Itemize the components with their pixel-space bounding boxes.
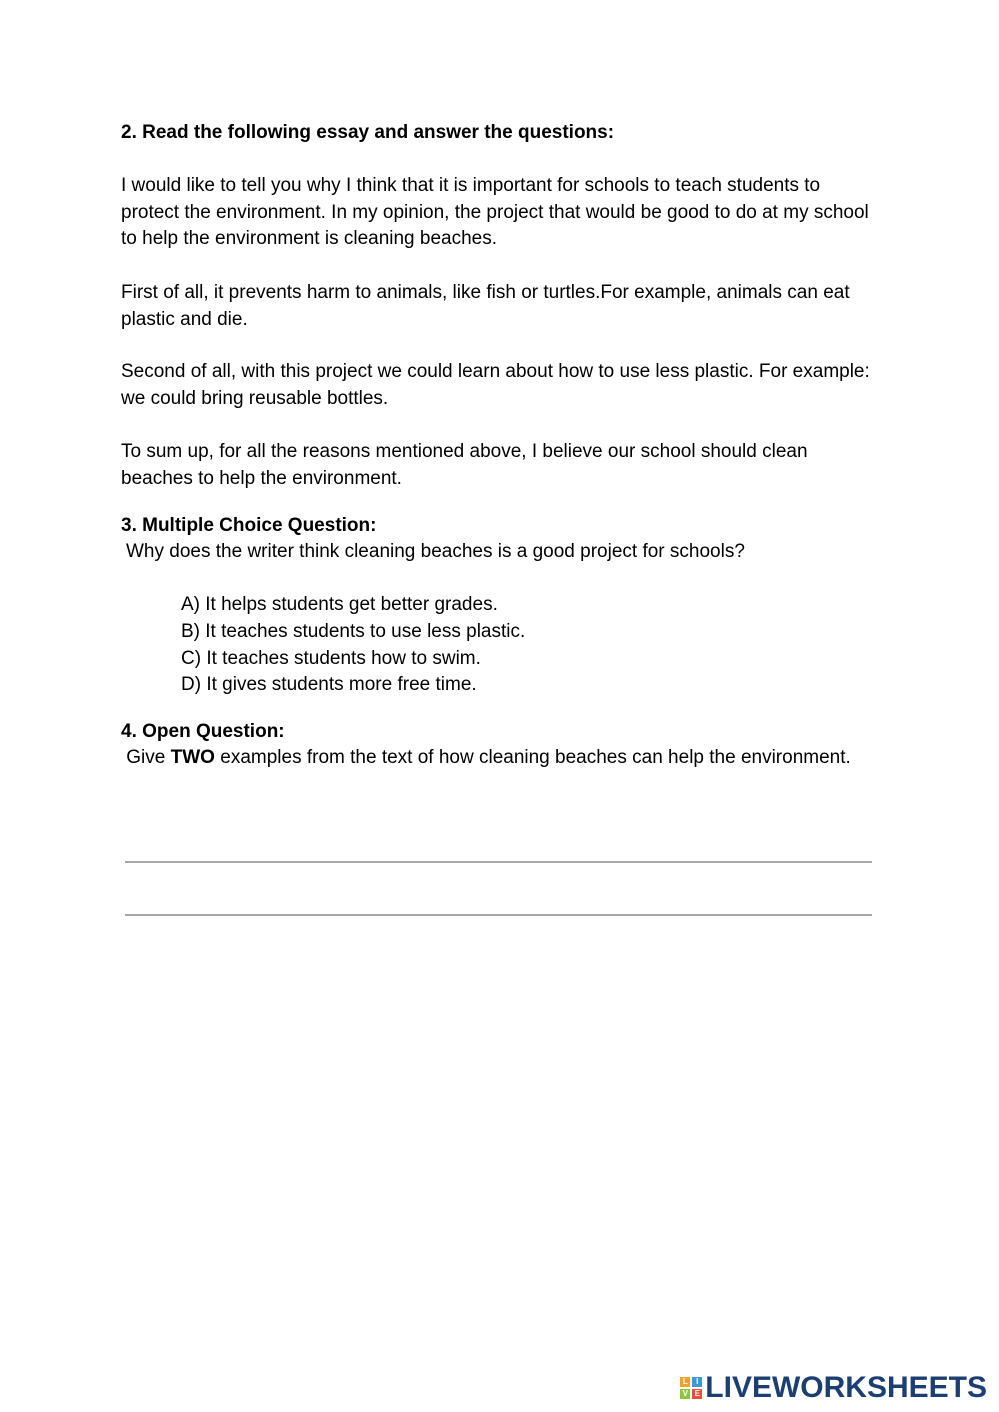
question-4-prompt <box>121 745 881 772</box>
answer-line-2[interactable] <box>125 914 872 916</box>
question-3-prompt: Why does the writer think cleaning beaches is a good project for schools? <box>126 541 745 562</box>
essay-paragraph-3: Second of all, with this project we could learn about how to use less plastic. For example: we could bring reusable bottles. <box>121 361 870 409</box>
answer-option-a[interactable]: A) It helps students get better grades. <box>181 594 498 615</box>
essay-paragraph-2: First of all, it prevents harm to animals, like fish or turtles.For example, animals can eat plastic and die. <box>121 282 850 330</box>
prompt-emphasis: TWO <box>170 747 215 768</box>
question-4-heading: 4. Open Question: <box>121 721 285 742</box>
answer-options <box>181 592 525 699</box>
logo-tile-v: V <box>680 1389 690 1399</box>
logo-tiles-icon <box>680 1377 702 1399</box>
essay-paragraph-4: To sum up, for all the reasons mentioned above, I believe our school should clean beaches to help the environment. <box>121 441 808 489</box>
answer-option-c[interactable]: C) It teaches students how to swim. <box>181 647 481 669</box>
brand-name: LIVEWORKSHEETS <box>705 1371 987 1404</box>
question-2-heading: 2. Read the following essay and answer the questions: <box>121 122 615 143</box>
prompt-text-after: examples from the text of how cleaning beaches can help the environment. <box>214 747 851 768</box>
prompt-text-before: Give <box>126 747 171 768</box>
answer-option-d[interactable]: D) It gives students more free time. <box>181 674 477 696</box>
liveworksheets-logo <box>680 1371 987 1405</box>
answer-option-b[interactable]: B) It teaches students to use less plastic. <box>181 620 526 642</box>
logo-tile-i: I <box>692 1377 702 1387</box>
logo-tile-e: E <box>692 1389 702 1399</box>
question-3-heading: 3. Multiple Choice Question: <box>121 515 377 536</box>
logo-tile-l: L <box>680 1377 690 1387</box>
essay-paragraph-1: I would like to tell you why I think that it is important for schools to teach students to protect the environment. In my opinion, the project that would be good to do at my school to help the environment is cleaning beaches. <box>121 175 869 249</box>
answer-line-1[interactable] <box>125 861 872 863</box>
